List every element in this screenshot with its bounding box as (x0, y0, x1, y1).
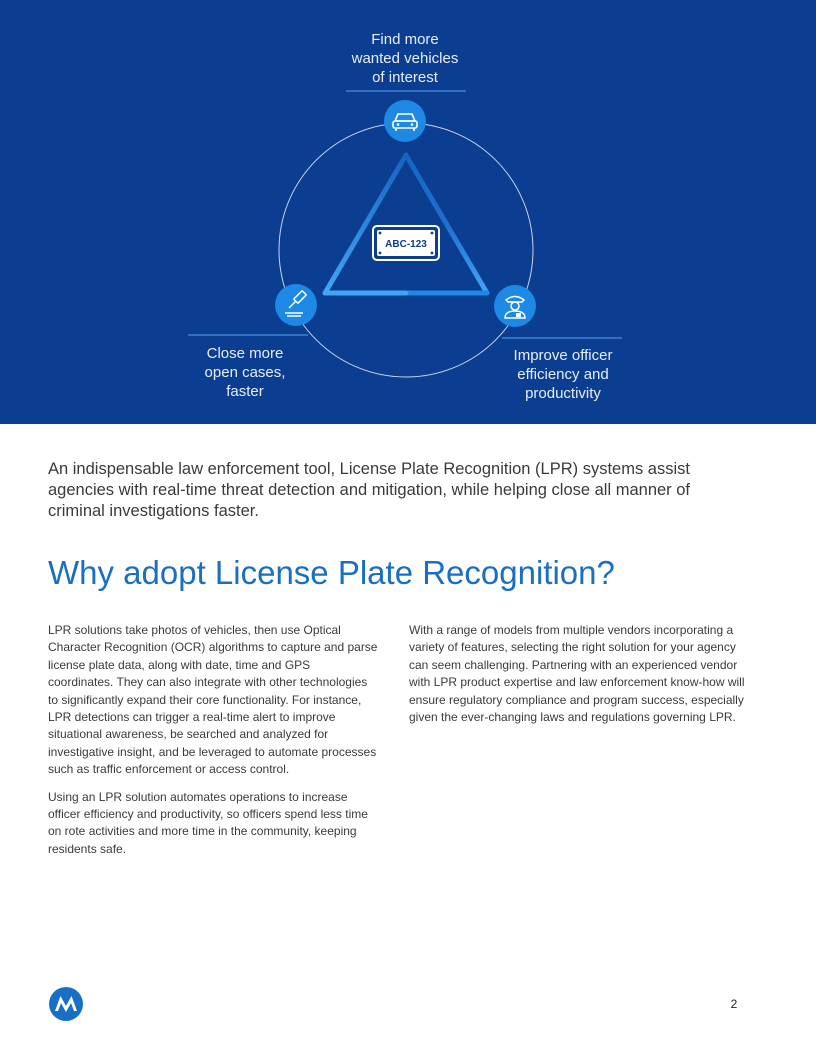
left-column (48, 622, 378, 868)
section-heading: Why adopt License Plate Recognition? (48, 554, 615, 591)
gavel-icon (275, 284, 317, 326)
hero-banner (0, 0, 816, 424)
police-officer-icon (494, 285, 536, 327)
top-benefit-label: Find more wanted vehicles of interest (351, 31, 459, 86)
car-icon (384, 100, 426, 142)
right-column (409, 622, 754, 736)
intro-paragraph: An indispensable law enforcement tool, License Plate Recognition (LPR) systems assist agencies with real-time threat detection and mitigation, while helping close all manner of criminal investigations faster. (48, 460, 691, 520)
body-paragraph: With a range of models from multiple vendors incorporating a variety of features, selecting the right solution for your agency can seem challenging. Partnering with an experienced vendor with LPR product expertise and law enforcement know-how will ensure regulatory compliance and program success, especially given the ever-changing laws and regulations governing LPR. (409, 623, 745, 725)
right-benefit-label: Improve officer efficiency and productivity (513, 347, 613, 402)
triangle (325, 155, 487, 293)
body-paragraph: LPR solutions take photos of vehicles, then use Optical Character Recognition (OCR) algorithms to capture and parse license plate data, along with date, time and GPS coordinates. They can also integrate with other technologies to significantly expand their core functionality. For instance, LPR detections can trigger a real-time alert to improve situational awareness, be searched and analyzed for investigative insight, and be leveraged to automate processes such as traffic enforcement or access control. (48, 623, 378, 777)
page-number: 2 (730, 997, 738, 1011)
license-plate-icon (373, 226, 439, 260)
plate-text: ABC-123 (385, 239, 427, 250)
body-paragraph: Using an LPR solution automates operations to increase officer efficiency and productivity, so officers spend less time on rote activities and more time in the community, keeping residents safe. (48, 789, 368, 856)
left-benefit-label: Close more open cases, faster (204, 345, 286, 400)
motorola-logo (49, 987, 83, 1021)
